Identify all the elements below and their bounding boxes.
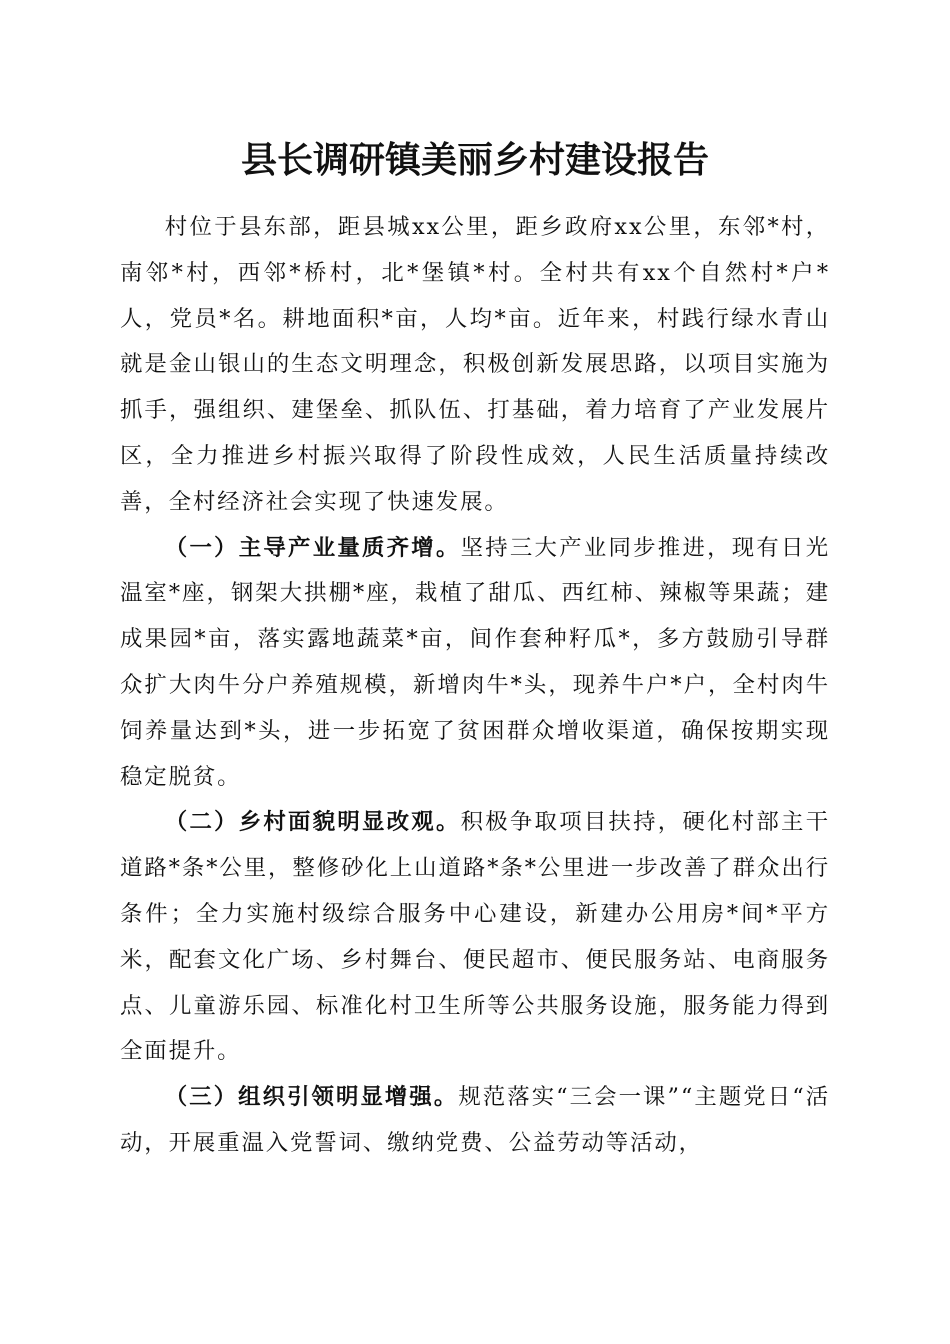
intro-paragraph	[120, 205, 830, 526]
document-title: 县长调研镇美丽乡村建设报告	[240, 139, 709, 181]
section-paragraph-1	[120, 526, 830, 801]
paragraph-heading: （三）组织引领明显增强。	[164, 1084, 459, 1111]
paragraph-text: 积极争取项目扶持，硬化村部主干道路*条*公里，整修砂化上山道路*条*公里进一步改善了群众出行条件；全力实施村级综合服务中心建设，新建办公用房*间*平方米，配套文化广场、乡村舞台、便民超市、便民服务站、电商服务点、儿童游乐园、标准化村卫生所等公共服务设施，服务能力得到全面提升。	[120, 809, 830, 1065]
section-paragraph-2	[120, 800, 830, 1075]
paragraph-text: 坚持三大产业同步推进，现有日光温室*座，钢架大拱棚*座，栽植了甜瓜、西红柿、辣椒等果蔬；建成果园*亩，落实露地蔬菜*亩，间作套种籽瓜*，多方鼓励引导群众扩大肉牛分户养殖规模，新增肉牛*头，现养牛户*户，全村肉牛饲养量达到*头，进一步拓宽了贫困群众增收渠道，确保按期实现稳定脱贫。	[120, 534, 830, 790]
paragraph-text: 规范落实“三会一课”“主题党日“活动，开展重温入党誓词、缴纳党费、公益劳动等活动，	[120, 1084, 830, 1156]
document-body	[120, 205, 830, 1167]
paragraph-heading: （二）乡村面貌明显改观。	[164, 809, 461, 836]
paragraph-heading: （一）主导产业量质齐增。	[164, 534, 461, 561]
paragraph-text: 村位于县东部，距县城xx公里，距乡政府xx公里，东邻*村，南邻*村，西邻*桥村，北*堡镇*村。全村共有xx个自然村*户*人，党员*名。耕地面积*亩，人均*亩。近年来，村践行绿水青山就是金山银山的生态文明理念，积极创新发展思路，以项目实施为抓手，强组织、建堡垒、抓队伍、打基础，着力培育了产业发展片区，全力推进乡村振兴取得了阶段性成效，人民生活质量持续改善，全村经济社会实现了快速发展。	[120, 214, 830, 515]
section-paragraph-3	[120, 1075, 830, 1167]
